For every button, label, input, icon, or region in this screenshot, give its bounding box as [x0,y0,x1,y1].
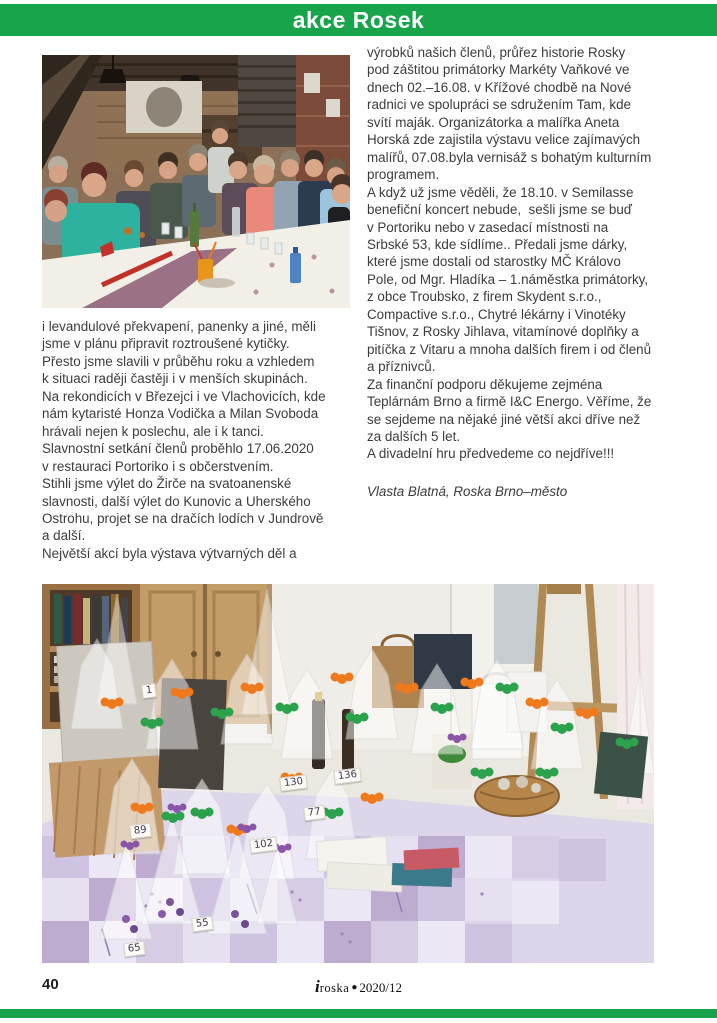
text-line: Srbské 53, kde sídlíme.. Předali jsme dárky, [367,236,628,252]
text-line: nám kytaristé Honza Vodička a Milan Svoboda [42,406,319,422]
text-line: Stihli jsme výlet do Žirče na svatoanenské [42,476,292,492]
text-line: za dalších 5 let. [367,428,461,444]
bullet-separator: ● [351,982,358,993]
text-line: výrobků našich členů, průřez historie Rosky [367,45,626,60]
text-line: Compactive s.r.o., Chytré lékárny i Vinotéky [367,306,626,322]
issue-number: 2020/12 [359,980,402,995]
text-line: které jsme dostali od starostky MČ Královo [367,254,621,270]
text-line: pitíčka z Vitaru a mnoha dalších firem i od členů [367,341,652,357]
text-line: se sejdeme na nějaké jiné větší akci dříve než [367,411,641,427]
text-line: Tišnov, z Rosky Jihlava, vitamínové doplňky a [367,324,639,340]
text-line: svítí maják. Organizátorka a malířka Aneta [367,114,620,130]
text-line: Horská zde zajistila výstavu velice zajímavých [367,132,641,148]
text-line: i levandulové překvapení, panenky a jiné, měli [42,319,316,334]
left-text-column [42,318,360,562]
text-line: pod záštitou primátorky Markéty Vaňkové ve [367,62,630,78]
meeting-photo [42,55,350,308]
text-line: Slavnostní setkání členů proběhlo 17.06.2020 [42,441,314,457]
text-line: k situaci raději častěji i v menších skupinách. [42,371,308,387]
text-line: Pole, od Mgr. Hladíka – 1.náměstka primátorky, [367,271,649,287]
author-byline: Vlasta Blatná, Roska Brno–město [367,483,568,499]
text-line: programem. [367,167,440,183]
right-text-column [367,44,685,500]
text-line: A divadelní hru předvedeme co nejdříve!!! [367,446,615,462]
page-number: 40 [42,976,59,993]
text-line: a příznivců. [367,359,436,375]
brand-i: i [315,977,320,996]
text-line: hrávali nejen k poslechu, ale i k tanci. [42,423,264,439]
text-line: benefiční koncert nebude, sešli jsme se buď [367,202,633,218]
text-line: Na rekondicích v Březejci i ve Vlachovicích, kde [42,388,326,404]
text-line: malířů, 07.08.byla vernisáž s bohatým kulturním [367,149,652,165]
gifts-photo [42,584,654,963]
text-line: v restauraci Portoriko i s občerstvením. [42,458,274,474]
text-line: dnech 02.–16.08. v Křížové chodbě na Nové [367,79,632,95]
raffle-tag: 89 [129,823,151,839]
text-line: Za finanční podporu děkujeme zejména [367,376,603,392]
header-bar [0,4,717,36]
text-line: Největší akcí byla výstava výtvarných děl a [42,545,297,561]
text-line: z obce Troubsko, z firem Skydent s.r.o., [367,289,602,305]
meeting-photo-art [42,55,350,308]
magazine-footer [0,977,717,997]
page-title: akce Rosek [292,6,425,33]
raffle-tag: 102 [249,836,278,853]
text-line: Teplárnám Brno a firmě I&C Energo. Věříme, že [367,394,652,410]
raffle-tag: 1 [141,683,157,699]
brand-name: roska [319,981,350,995]
bottom-accent-bar [0,1009,717,1018]
text-line: Přesto jsme slavili v průběhu roku a vzhledem [42,353,315,369]
raffle-tag: 77 [303,805,325,821]
text-line: jsme v plánu připravit roztroušené kytičky. [42,336,290,352]
raffle-tag: 136 [333,767,362,784]
text-line: radnici ve spolupráci se sdružením Tam, kde [367,97,631,113]
text-line: a další. [42,528,86,544]
raffle-tag: 55 [191,916,213,932]
raffle-tag: 130 [279,774,308,791]
text-line: v Portoriku nebo v zasedací místnosti na [367,219,609,235]
text-line: slavnosti, další výlet do Kunovic a Uherského [42,493,311,509]
text-line: A když už jsme věděli, že 18.10. v Semilasse [367,184,634,200]
raffle-tag: 65 [123,941,145,957]
text-line: Ostrohu, projet se na dračích lodích v Jundrově [42,510,324,526]
